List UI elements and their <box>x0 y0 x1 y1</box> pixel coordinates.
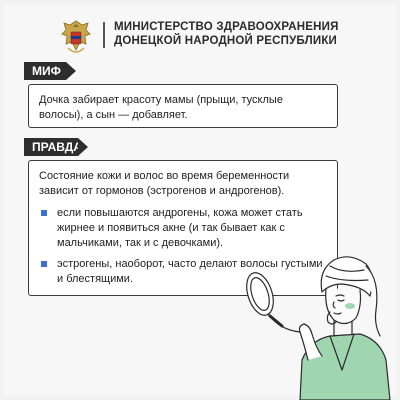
myth-box <box>28 84 338 128</box>
truth-bullet-text: эстрогены, наоборот, часто делают волосы густыми и блестящими. <box>57 258 323 285</box>
truth-intro-text: Состояние кожи и волос во время беременности зависит от гормонов (эстрогенов и андрогенов). <box>39 170 290 197</box>
myth-tag: МИФ <box>24 62 66 80</box>
ministry-title-line1: МИНИСТЕРСТВО ЗДРАВООХРАНЕНИЯ <box>114 21 339 33</box>
woman-with-hand-mirror-icon <box>230 240 400 400</box>
bullet-square-icon <box>41 261 47 267</box>
truth-bullet-text: если повышаются андрогены, кожа может стать жирнее и появиться акне (и так бывает как с мальчиками, так и с девочками). <box>57 207 303 249</box>
bullet-square-icon <box>41 210 47 216</box>
truth-tag: ПРАВДА <box>24 138 78 156</box>
myth-text: Дочка забирает красоту мамы (прыщи, тусклые волосы), а сын — добавляет. <box>39 94 283 121</box>
coat-of-arms-icon <box>58 18 94 58</box>
ministry-title <box>114 20 364 48</box>
ministry-title-line2: ДОНЕЦКОЙ НАРОДНОЙ РЕСПУБЛИКИ <box>114 35 338 47</box>
header-divider <box>103 22 105 48</box>
